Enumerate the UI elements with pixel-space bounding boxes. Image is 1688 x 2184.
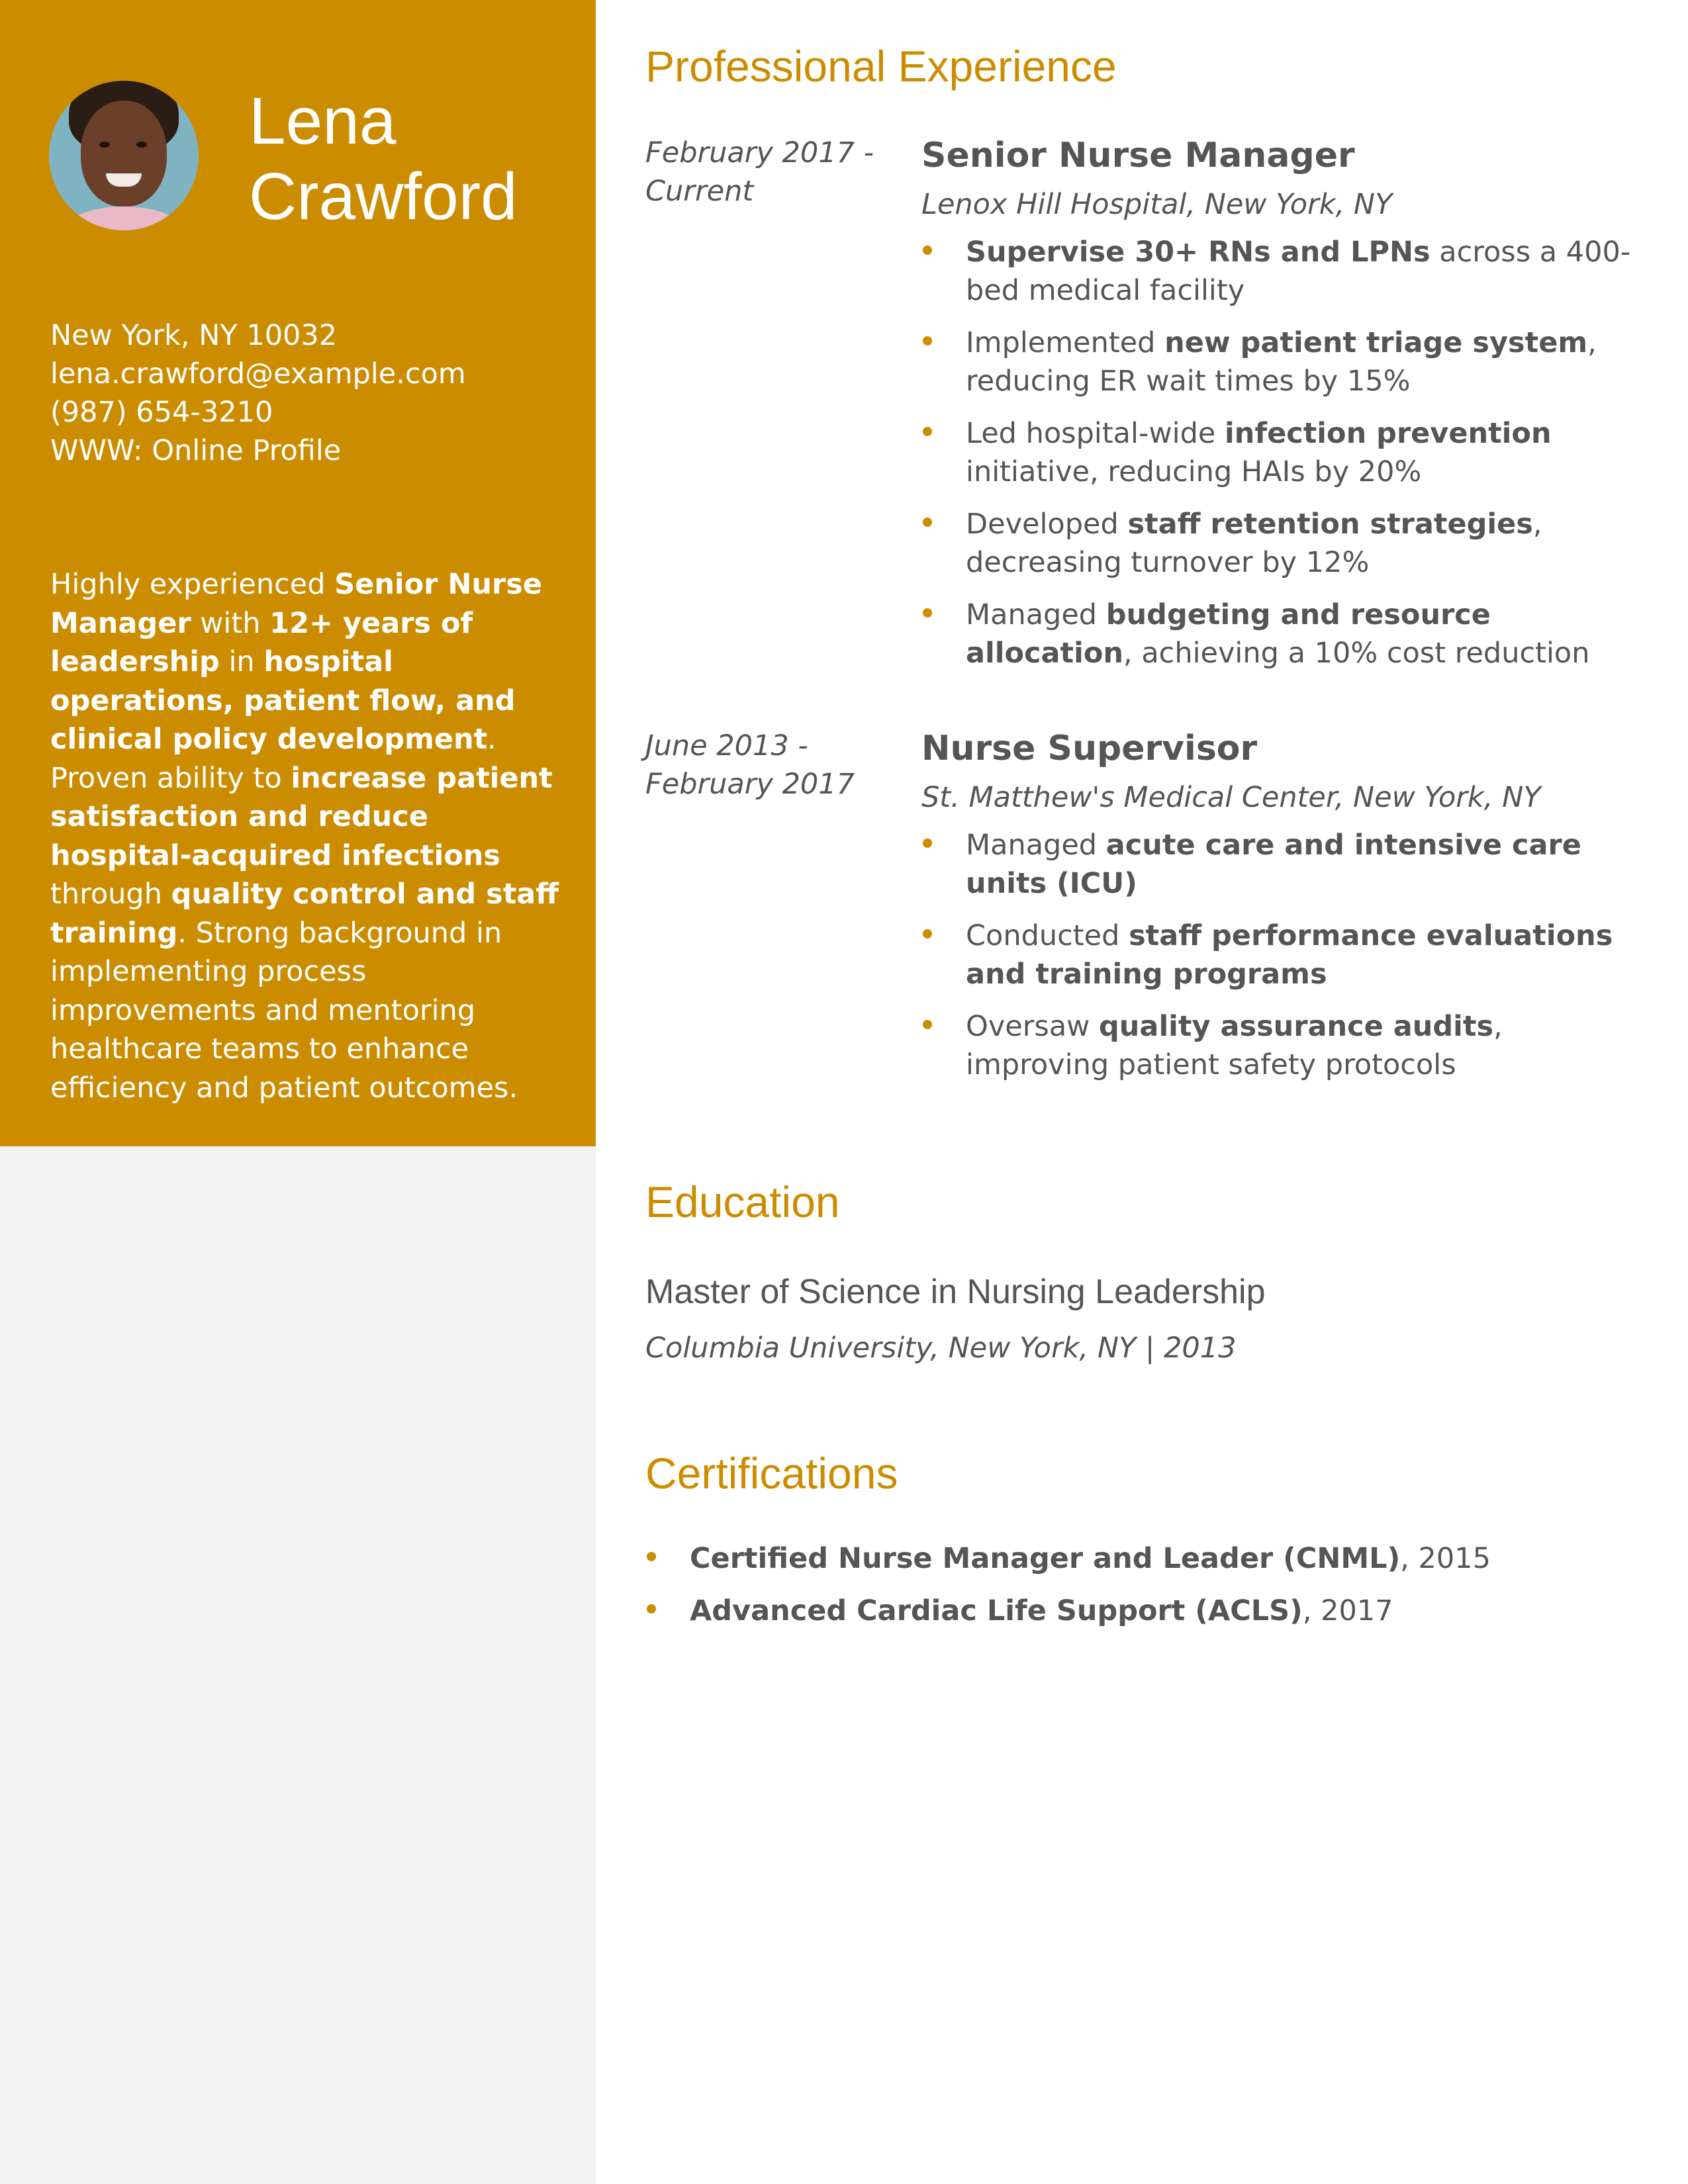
text-run: through [50, 878, 171, 911]
contact-address: New York, NY 10032 [50, 319, 338, 352]
job-bullet-item [921, 1007, 1650, 1084]
section-title-certifications: Certifications [645, 1449, 898, 1498]
job-company: Lenox Hill Hospital, New York, NY [921, 188, 1393, 221]
section-title-education: Education [645, 1177, 840, 1226]
emphasis-text: hospital operations, patient flow, and clinical policy development [50, 645, 516, 756]
contact-email[interactable]: lena.crawford@example.com [50, 357, 466, 390]
job-title: Senior Nurse Manager [921, 136, 1355, 175]
text-run: Implemented [966, 326, 1165, 359]
emphasis-text: 12+ years of leadership [50, 606, 473, 678]
job-bullet-item [921, 826, 1650, 903]
job-bullet-item [921, 596, 1650, 672]
avatar-face [81, 101, 167, 206]
text-run: Managed [966, 829, 1106, 862]
emphasis-text: increase patient satisfaction and reduce hospital-acquired infections [50, 761, 553, 872]
emphasis-text: Certified Nurse Manager and Leader (CNML) [690, 1542, 1401, 1575]
job-body [921, 727, 1650, 1098]
text-run: Developed [966, 508, 1128, 541]
emphasis-text: acute care and intensive care units (ICU) [966, 829, 1581, 900]
text-run: Oversaw [966, 1010, 1100, 1043]
text-run: Conducted [966, 919, 1129, 952]
job-bullet-item [921, 917, 1650, 993]
avatar-shirt [62, 206, 185, 230]
text-run: , achieving a 10% cost reduction [1123, 637, 1590, 670]
job-dates: February 2017 - Current [645, 136, 874, 208]
emphasis-text: infection prevention [1225, 417, 1552, 450]
text-run: , decreasing turnover by 12% [966, 508, 1542, 579]
avatar [49, 81, 199, 230]
job-bullet-item [921, 233, 1650, 310]
emphasis-text: quality assurance audits [1099, 1010, 1494, 1043]
job-bullet-item [921, 324, 1650, 400]
job-bullet-item [921, 414, 1650, 491]
emphasis-text: staff performance evaluations and training programs [966, 919, 1613, 991]
contact-info [50, 316, 466, 470]
text-run: . Proven ability to [50, 723, 496, 795]
job-company: St. Matthew's Medical Center, New York, NY [921, 781, 1541, 814]
emphasis-text: quality control and staff training [50, 878, 559, 950]
emphasis-text: Supervise 30+ RNs and LPNs [966, 236, 1430, 269]
job-bullets [921, 826, 1650, 1084]
emphasis-text: new patient triage system [1164, 326, 1588, 359]
text-run: Managed [966, 598, 1106, 631]
emphasis-text: staff retention strategies [1127, 508, 1533, 541]
contact-phone: (987) 654-3210 [50, 396, 273, 429]
certifications-list [645, 1539, 1638, 1644]
text-run: across a 400-bed medical facility [966, 236, 1631, 307]
education-school: Columbia University, New York, NY | 2013 [645, 1332, 1237, 1365]
text-run: initiative, reducing HAIs by 20% [966, 455, 1422, 488]
text-run: , improving patient safety protocols [966, 1010, 1503, 1081]
text-run: , 2015 [1400, 1542, 1491, 1575]
certification-item [645, 1592, 1638, 1630]
text-run: Led hospital-wide [966, 417, 1225, 450]
job-bullets [921, 233, 1650, 672]
job-body [921, 134, 1650, 686]
text-run: . Strong background in implementing process improvements and mentoring healthcare teams to enhance efficiency and patient outcomes. [50, 916, 518, 1105]
job-dates: June 2013 - February 2017 [645, 729, 855, 801]
text-run: Highly experienced [50, 568, 335, 601]
job-bullet-item [921, 505, 1650, 582]
job-title: Nurse Supervisor [921, 729, 1258, 768]
professional-summary [50, 565, 560, 1107]
avatar-eye [99, 142, 110, 148]
text-run: in [219, 645, 264, 678]
text-run: , 2017 [1302, 1594, 1393, 1627]
certification-item [645, 1539, 1638, 1578]
emphasis-text: Advanced Cardiac Life Support (ACLS) [690, 1594, 1303, 1627]
contact-website[interactable]: WWW: Online Profile [50, 434, 342, 467]
emphasis-text: Senior Nurse Manager [50, 568, 542, 640]
section-title-experience: Professional Experience [645, 42, 1117, 91]
avatar-eye [136, 142, 147, 148]
text-run: with [191, 606, 270, 640]
first-name: Lena [249, 84, 397, 158]
last-name: Crawford [249, 159, 518, 234]
candidate-name [249, 83, 580, 234]
text-run: , reducing ER wait times by 15% [966, 326, 1597, 398]
education-degree: Master of Science in Nursing Leadership [645, 1273, 1266, 1311]
emphasis-text: budgeting and resource allocation [966, 598, 1491, 670]
